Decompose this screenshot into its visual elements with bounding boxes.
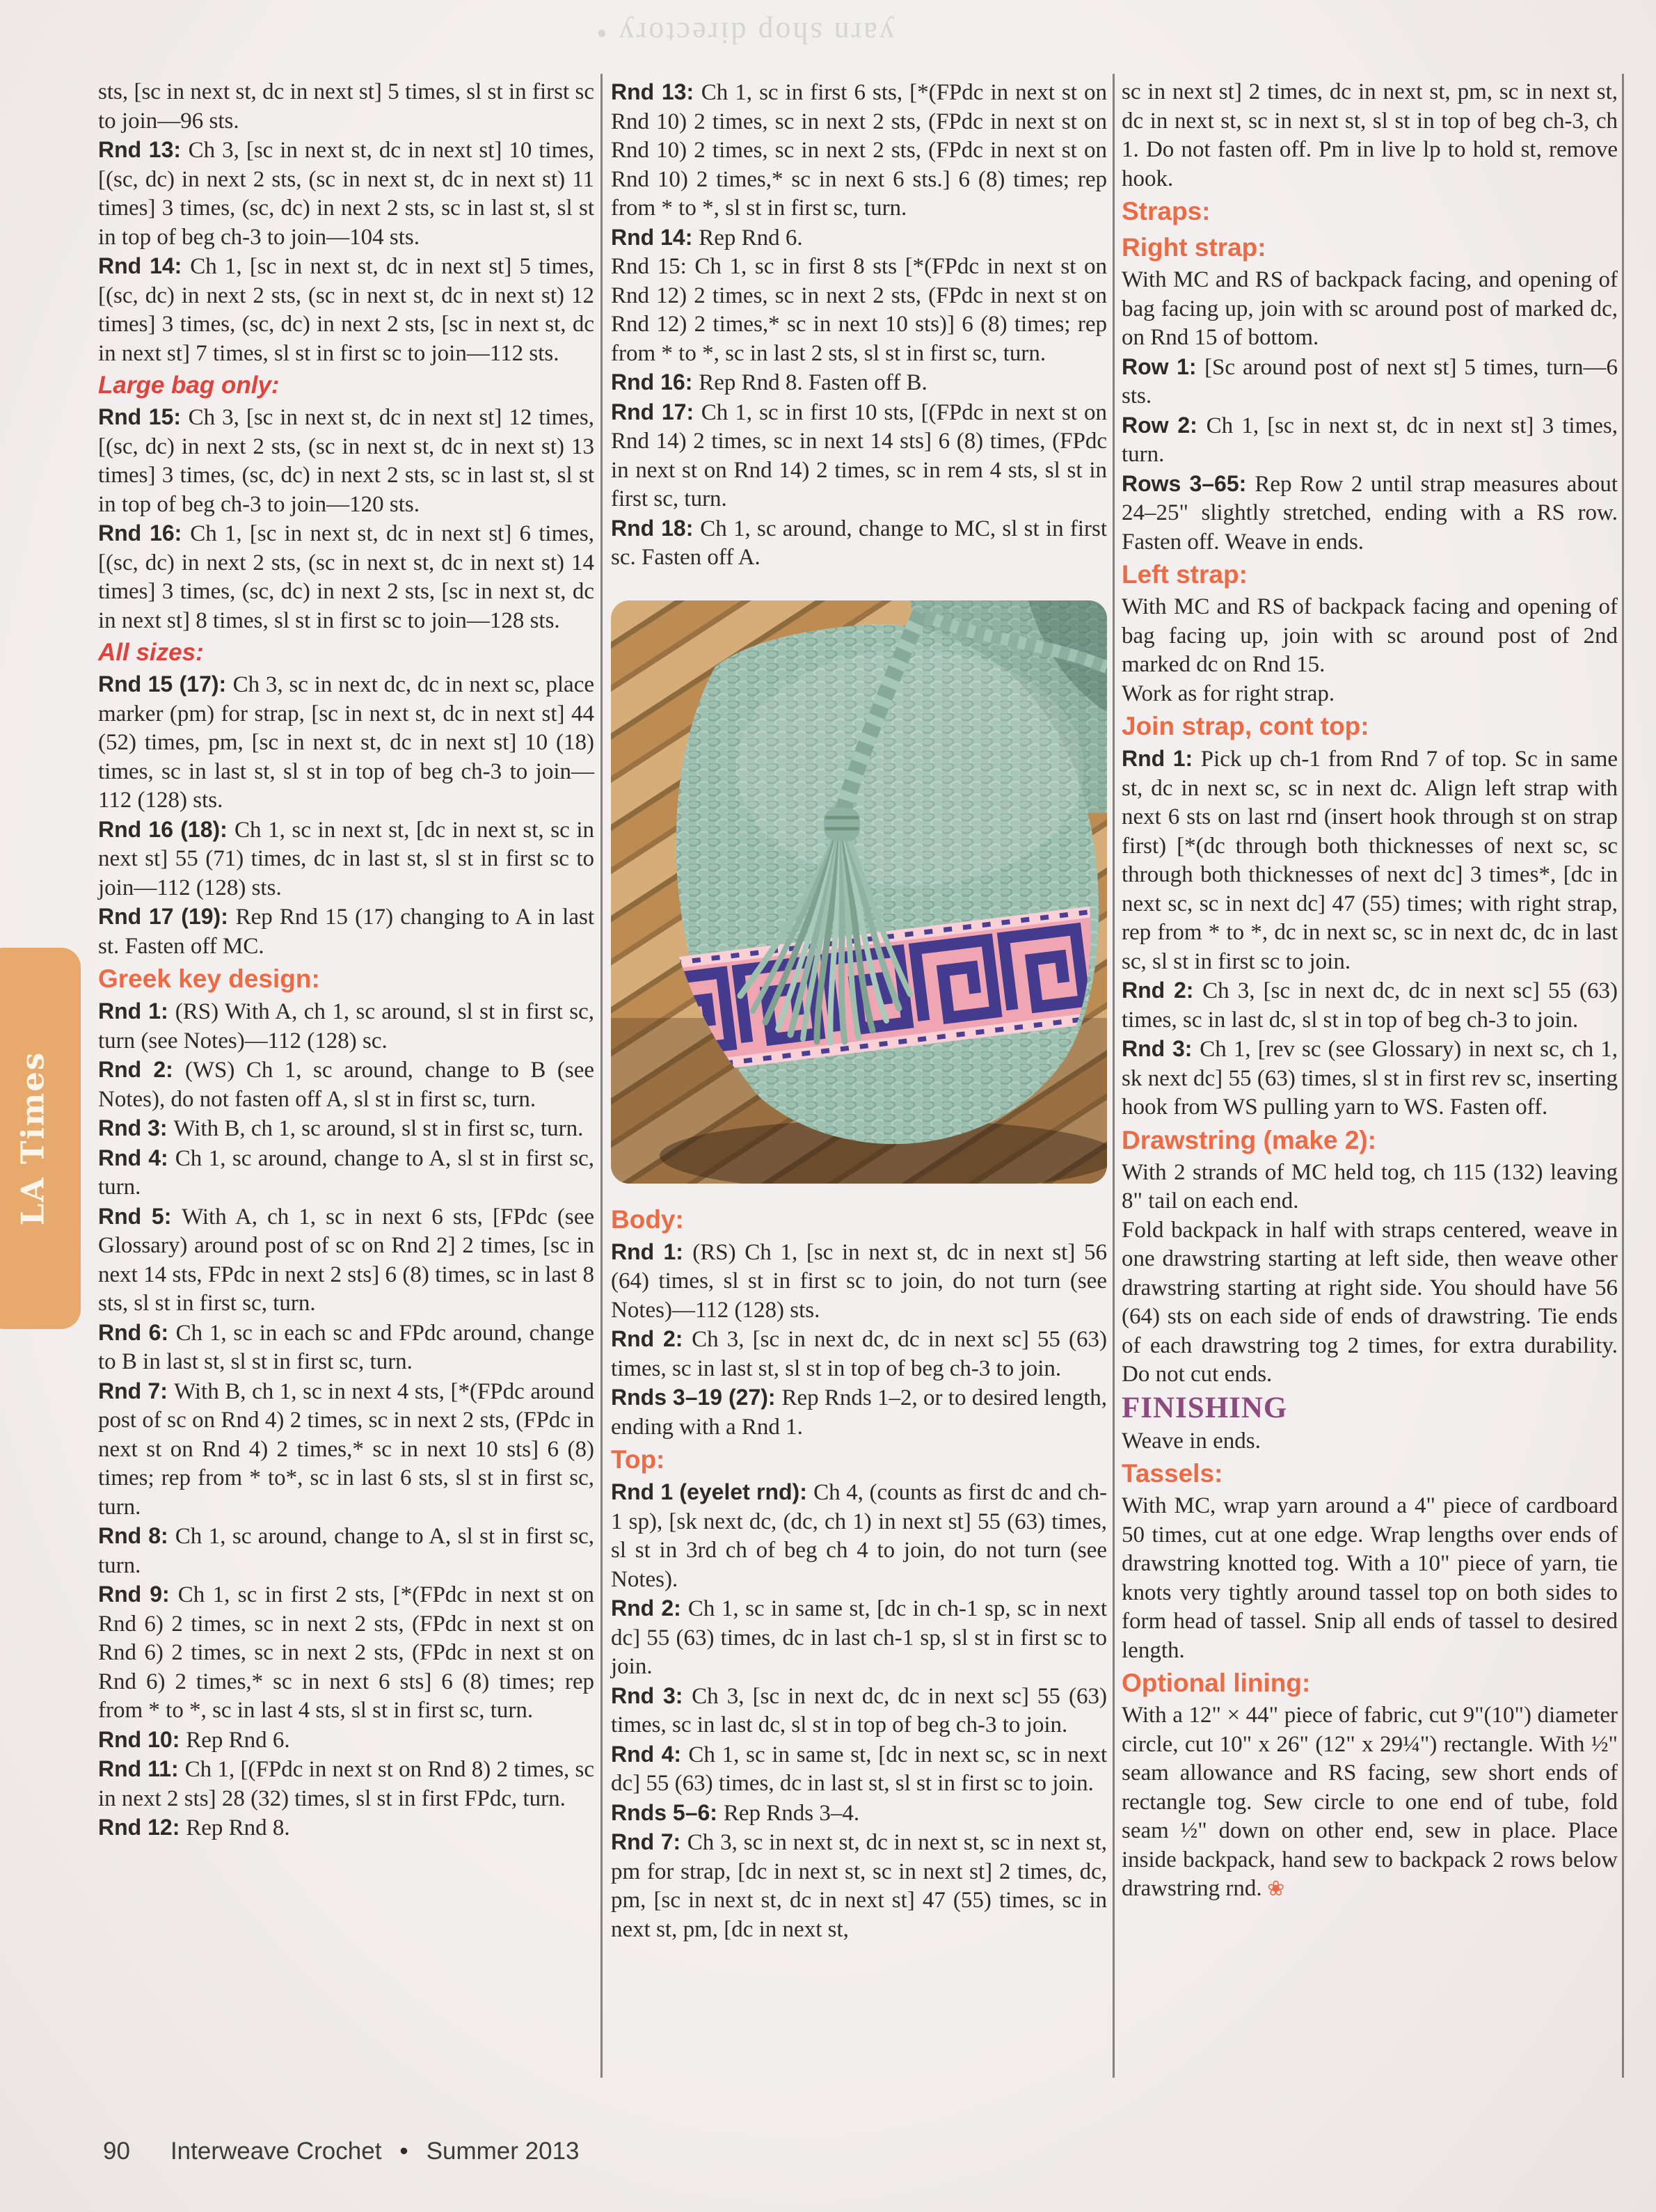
instruction-text: Ch 1, sc in first 6 sts, [*(FPdc in next st on Rnd 10) 2 times, sc in next 2 sts, (FPdc in next st on Rnd 10) 2 times, sc in next 2 sts, (FPdc in next st on Rnd 10) 2 times,* sc in next 6 sts.] 6 (8) times; rep from * to *, sl st in first sc, turn. <box>611 80 1107 221</box>
instruction-text: With B, ch 1, sc around, sl st in first sc, turn. <box>173 1116 584 1141</box>
instruction-text: Ch 1, sc around, change to A, sl st in first sc, turn. <box>98 1524 595 1578</box>
round-label: Rnd 3: <box>1122 1036 1200 1061</box>
instruction-paragraph <box>98 997 594 1056</box>
page-edge-rule <box>1622 74 1624 2078</box>
instruction-text: Ch 1, sc in same st, [dc in next sc, sc in next dc] 55 (63) times, dc in last st, sl st in first sc to join. <box>611 1742 1107 1796</box>
instruction-paragraph <box>611 1594 1107 1682</box>
instruction-text: Ch 3, sc in next st, dc in next st, sc in next st, pm for strap, [dc in next st, sc in next st] 2 times, dc, pm, [sc in next st, dc in next st] 47 (55) times, sc in next st, pm, [dc in next st, <box>611 1830 1108 1942</box>
round-label: Rnd 17 (19): <box>98 904 236 929</box>
instruction-paragraph <box>611 1478 1107 1594</box>
instruction-paragraph <box>1122 1701 1618 1904</box>
round-label: Rnd 12: <box>98 1815 186 1840</box>
column-divider <box>1113 74 1115 2078</box>
instruction-paragraph <box>1122 1216 1618 1390</box>
instruction-paragraph <box>98 1144 594 1202</box>
round-label: Rnd 13: <box>611 79 701 104</box>
instruction-text: With a 12" × 44" piece of fabric, cut 9"(10") diameter circle, cut 10" x 26" (12" x 29¼") rectangle. With ½" seam allowance and RS facing, sew short ends of rectangle tog. Sew circle to one end of tube, fold seam ½" down on other end, sew in place. Place inside backpack, hand sew to backpack 2 rows below drawstring rnd. <box>1122 1703 1618 1901</box>
section-heading: Greek key design: <box>98 964 320 993</box>
instruction-paragraph <box>98 902 594 961</box>
instruction-text: Fold backpack in half with straps centered, weave in one drawstring starting at left side, then weave other drawstring starting at right side. You should have 56 (64) sts on each side of ends of drawstring. Tie ends of each drawstring tog 2 times, for extra durability. Do not cut ends. <box>1122 1217 1618 1387</box>
round-label: Rows 3–65: <box>1122 470 1255 496</box>
round-label: Rnd 16 (18): <box>98 816 235 842</box>
instruction-text: Ch 1, sc in each sc and FPdc around, change to B in last st, sl st in first sc, turn. <box>98 1320 594 1374</box>
instruction-text: Rep Rnd 6. <box>186 1727 290 1753</box>
instruction-text: Ch 1, sc around, change to MC, sl st in first sc. Fasten off A. <box>611 516 1107 570</box>
section-heading: Tassels: <box>1122 1459 1223 1488</box>
instruction-text: With MC and RS of backpack facing and opening of bag facing up, join with sc around post of 2nd marked dc on Rnd 15. <box>1122 594 1618 677</box>
instruction-paragraph <box>98 1726 594 1756</box>
instruction-text: Ch 3, [sc in next dc, dc in next sc] 55 (63) times, sc in last dc, sl st in top of beg ch-3 to join. <box>611 1683 1108 1737</box>
column-middle-bottom <box>611 1202 1107 1945</box>
round-label: Rnd 14: <box>98 253 191 278</box>
instruction-paragraph <box>1122 470 1618 557</box>
column-left <box>98 78 594 1843</box>
round-label: Rnd 14: <box>611 224 699 250</box>
instruction-text: Rep Rnd 8. Fasten off B. <box>699 370 927 395</box>
instruction-text: Ch 3, [sc in next st, dc in next st] 12 times, [(sc, dc) in next 2 sts, (sc in next st, dc in next st) 13 times] 3 times, (sc, dc) in next 2 sts, sc in last st, sl st in top of beg ch-3 to join—120 sts. <box>98 405 595 517</box>
section-heading: Optional lining: <box>1122 1669 1311 1697</box>
instruction-text: Ch 1, sc in same st, [dc in ch-1 sp, sc in next dc] 55 (63) times, dc in last ch-1 sp, sl st in first sc to join. <box>611 1596 1107 1679</box>
instruction-text: Ch 1, sc in first 10 sts, [(FPdc in next st on Rnd 14) 2 times, sc in next 14 sts] 6 (8) times, (FPdc in next st on Rnd 14) 2 times, sc in rem 4 sts, sl st in first sc, turn. <box>611 399 1107 511</box>
instruction-paragraph <box>611 1799 1107 1829</box>
section-heading: All sizes: <box>98 639 204 666</box>
instruction-paragraph <box>98 1202 594 1319</box>
instruction-paragraph <box>98 670 594 815</box>
instruction-text: (RS) With A, ch 1, sc around, sl st in first sc, turn (see Notes)—112 (128) sc. <box>98 999 595 1053</box>
instruction-text: Rnd 15: Ch 1, sc in first 8 sts [*(FPdc in next st on Rnd 12) 2 times, sc in next 2 sts, (FPdc in next st on Rnd 12) 2 times,* sc in next 10 sts)] 6 (8) times; rep from * to *, sc in last 2 sts, sl st in first sc, turn. <box>611 254 1107 366</box>
instruction-text: With 2 strands of MC held tog, ch 115 (132) leaving 8" tail on each end. <box>1122 1159 1618 1214</box>
instruction-paragraph <box>98 1114 594 1144</box>
round-label: Rnd 4: <box>611 1741 689 1767</box>
instruction-paragraph <box>611 1238 1107 1326</box>
instruction-text: Ch 1, [(FPdc in next st on Rnd 8) 2 times, sc in next 2 sts] 28 (32) times, sl st in first FPdc, turn. <box>98 1757 595 1811</box>
instruction-text: Ch 4, (counts as first dc and ch-1 sp), [sk next dc, (dc, ch 1) in next st] 55 (63) times, sl st in 3rd ch of beg ch 4 to join, do not turn (see Notes). <box>611 1480 1107 1592</box>
instruction-text: Rep Rnds 3–4. <box>723 1800 860 1826</box>
instruction-text: With B, ch 1, sc in next 4 sts, [*(FPdc around post of sc on Rnd 4) 2 times, sc in next 2 sts, (FPdc in next st on Rnd 4) 2 times,* sc in next 10 sts] 6 (8) times; rep from * to*, sc in last 6 sts, sl st in first sc, turn. <box>98 1378 594 1520</box>
round-label: Rnd 7: <box>611 1829 687 1854</box>
instruction-paragraph <box>1122 1427 1618 1456</box>
instruction-paragraph <box>98 403 594 519</box>
section-heading: Top: <box>611 1445 665 1474</box>
column-divider <box>600 74 603 2078</box>
instruction-paragraph <box>1122 1035 1618 1122</box>
round-label: Rnd 15: <box>98 404 189 429</box>
footer-separator: • <box>399 2138 408 2165</box>
instruction-paragraph <box>611 78 1107 223</box>
round-label: Rnds 5–6: <box>611 1799 724 1825</box>
round-label: Rnd 1 (eyelet rnd): <box>611 1479 814 1504</box>
instruction-paragraph <box>1122 1492 1618 1665</box>
round-label: Rnd 16: <box>98 520 191 546</box>
round-label: Rnds 3–19 (27): <box>611 1385 782 1410</box>
round-label: Rnd 2: <box>611 1596 688 1621</box>
instruction-text: Rep Rnd 6. <box>699 225 803 250</box>
instruction-text: [Sc around post of next st] 5 times, turn—6 sts. <box>1122 354 1618 408</box>
instruction-text: Ch 1, sc around, change to A, sl st in first sc, turn. <box>98 1145 595 1200</box>
instruction-text: With MC, wrap yarn around a 4" piece of cardboard 50 times, cut at one edge. Wrap lengths over ends of drawstring knotted tog. With a 10" piece of yarn, tie knots very tightly around tassel top on both sides to form head of tassel. Snip all ends of tassel to desired length. <box>1122 1493 1618 1663</box>
instruction-paragraph <box>98 519 594 635</box>
instruction-paragraph <box>611 1682 1107 1740</box>
instruction-text: Work as for right strap. <box>1122 681 1335 706</box>
round-label: Rnd 8: <box>98 1523 175 1548</box>
instruction-text: Ch 1, sc in first 2 sts, [*(FPdc in next st on Rnd 6) 2 times, sc in next 2 sts, (FPdc in next st on Rnd 6) 2 times, sc in next 2 sts, (FPdc in next st on Rnd 6) 2 times,* sc in next 6 sts] 6 (8) times; rep from * to *, sc in last 4 sts, sl st in first sc, turn. <box>98 1582 594 1723</box>
issue-name: Summer 2013 <box>426 2138 580 2165</box>
round-label: Rnd 17: <box>611 399 701 424</box>
instruction-paragraph <box>1122 1159 1618 1216</box>
round-label: Rnd 13: <box>98 137 189 162</box>
instruction-text: Ch 1, [sc in next st, dc in next st] 6 times, [(sc, dc) in next 2 sts, (sc in next st, dc in next st) 14 times] 3 times, (sc, dc) in next 2 sts, [sc in next st, dc in next st] 8 times, sl st in first sc to join—128 sts. <box>98 521 595 633</box>
round-label: Rnd 11: <box>98 1756 185 1781</box>
section-heading: Right strap: <box>1122 233 1266 262</box>
instruction-text: Ch 1, [sc in next st, dc in next st] 3 times, turn. <box>1122 413 1618 467</box>
reverse-page-ghost-text: yarn shop directory • <box>594 16 895 50</box>
section-heading: Large bag only: <box>98 372 280 399</box>
round-label: Rnd 1: <box>98 998 175 1024</box>
instruction-text: Rep Row 2 until strap measures about 24–25" slightly stretched, ending with a RS row. Fasten off. Weave in ends. <box>1122 471 1618 555</box>
section-heading: Drawstring (make 2): <box>1122 1125 1376 1154</box>
round-label: Rnd 4: <box>98 1145 175 1170</box>
round-label: Rnd 10: <box>98 1726 186 1752</box>
round-label: Rnd 2: <box>1122 978 1203 1003</box>
round-label: Rnd 1: <box>611 1239 693 1264</box>
round-label: Rnd 3: <box>611 1682 692 1708</box>
instruction-paragraph <box>98 1813 594 1843</box>
instruction-paragraph <box>1122 593 1618 680</box>
round-label: Rnd 18: <box>611 515 701 541</box>
instruction-paragraph <box>611 1740 1107 1799</box>
round-label: Rnd 6: <box>98 1319 176 1345</box>
column-right <box>1122 78 1618 1904</box>
round-label: Row 2: <box>1122 412 1207 438</box>
instruction-text: Rep Rnd 15 (17) changing to A in last st. Fasten off MC. <box>98 905 594 959</box>
instruction-text: Ch 1, [rev sc (see Glossary) in next sc, ch 1, sk next dc] 55 (63) times, sl st in first rev sc, inserting hook from WS pulling yarn to WS. Fasten off. <box>1122 1037 1618 1120</box>
instruction-paragraph <box>98 1056 594 1114</box>
instruction-paragraph <box>611 223 1107 253</box>
instruction-text: Rep Rnd 8. <box>186 1815 290 1840</box>
instruction-text: sc in next st] 2 times, dc in next st, pm, sc in next st, dc in next st, sc in next st, sl st in top of beg ch-3, ch 1. Do not fasten off. Pm in live lp to hold st, remove hook. <box>1122 79 1618 191</box>
instruction-paragraph <box>98 1522 594 1580</box>
instruction-text: With A, ch 1, sc in next 6 sts, [FPdc (see Glossary) around post of sc on Rnd 2] 2 times, [sc in next 14 sts, FPdc in next 2 sts] 6 (8) times, sc in last 8 sts, sl st in first sc, turn. <box>98 1204 594 1316</box>
end-of-pattern-icon: ❀ <box>1261 1877 1285 1900</box>
instruction-paragraph <box>98 78 594 136</box>
instruction-text: sts, [sc in next st, dc in next st] 5 times, sl st in first sc to join—96 sts. <box>98 79 594 134</box>
instruction-paragraph <box>611 1383 1107 1442</box>
instruction-paragraph <box>1122 266 1618 353</box>
instruction-paragraph <box>98 1580 594 1726</box>
instruction-paragraph <box>1122 976 1618 1035</box>
section-heading: Straps: <box>1122 197 1211 225</box>
instruction-paragraph <box>1122 680 1618 709</box>
round-label: Rnd 3: <box>98 1115 174 1140</box>
side-tab-label: LA Times <box>14 1051 51 1226</box>
round-label: Rnd 2: <box>98 1057 185 1082</box>
instruction-text: With MC and RS of backpack facing, and opening of bag facing up, join with sc around post of marked dc, on Rnd 15 of bottom. <box>1122 267 1618 350</box>
instruction-text: Ch 3, [sc in next st, dc in next st] 10 times, [(sc, dc) in next 2 sts, (sc in next st, dc in next st) 11 times] 3 times, (sc, dc) in next 2 sts, sc in last st, sl st in top of beg ch-3 to join—104 sts. <box>98 138 595 250</box>
instruction-paragraph <box>1122 78 1618 193</box>
instruction-paragraph <box>1122 745 1618 976</box>
instruction-text: Ch 1, sc in next st, [dc in next st, sc in next st] 55 (71) times, dc in last st, sl st in first sc to join—112 (128) sts. <box>98 817 595 900</box>
instruction-text: Ch 3, [sc in next dc, dc in next sc] 55 (63) times, sc in last st, sl st in top of beg ch-3 to join. <box>611 1327 1108 1381</box>
round-label: Row 1: <box>1122 353 1205 379</box>
magazine-title: Interweave Crochet <box>170 2138 382 2165</box>
backpack-photo <box>611 600 1107 1184</box>
instruction-paragraph <box>611 368 1107 398</box>
section-heading: Body: <box>611 1204 684 1234</box>
section-heading: FINISHING <box>1122 1391 1288 1424</box>
instruction-text: Ch 3, sc in next dc, dc in next sc, place marker (pm) for strap, [sc in next st, dc in next st] 44 (52) times, pm, [sc in next st, dc in next st] 10 (18) times, sc in last st, sl st in top of beg ch-3 to join—112 (128) sts. <box>98 672 594 813</box>
round-label: Rnd 15 (17): <box>98 671 233 697</box>
side-tab <box>0 948 81 1329</box>
instruction-paragraph <box>611 1325 1107 1383</box>
instruction-text: Weave in ends. <box>1122 1428 1261 1454</box>
round-label: Rnd 1: <box>1122 746 1201 771</box>
page-footer <box>103 2138 580 2165</box>
instruction-paragraph <box>98 1377 594 1522</box>
instruction-text: Ch 1, [sc in next st, dc in next st] 5 times, [(sc, dc) in next 2 sts, (sc in next st, dc in next st) 12 times] 3 times, (sc, dc) in next 2 sts, [sc in next st, dc in next st] 7 times, sl st in first sc to join—112 sts. <box>98 254 595 366</box>
instruction-text: Rep Rnds 1–2, or to desired length, ending with a Rnd 1. <box>611 1385 1107 1440</box>
round-label: Rnd 9: <box>98 1582 178 1607</box>
instruction-paragraph <box>98 1755 594 1813</box>
page-number: 90 <box>103 2138 130 2165</box>
instruction-paragraph <box>1122 353 1618 411</box>
instruction-paragraph <box>611 253 1107 368</box>
round-label: Rnd 16: <box>611 369 699 395</box>
instruction-paragraph <box>98 136 594 252</box>
instruction-text: Ch 3, [sc in next dc, dc in next sc] 55 (63) times, sc in last dc, sl st in top of beg ch-3 to join. <box>1122 978 1618 1033</box>
section-heading: Left strap: <box>1122 560 1248 589</box>
section-heading: Join strap, cont top: <box>1122 712 1369 740</box>
instruction-paragraph <box>98 252 594 368</box>
instruction-paragraph <box>611 514 1107 573</box>
instruction-text: (WS) Ch 1, sc around, change to B (see Notes), do not fasten off A, sl st in first sc, turn. <box>98 1058 594 1112</box>
instruction-text: (RS) Ch 1, [sc in next st, dc in next st] 56 (64) times, sl st in first sc to join, do not turn (see Notes)—112 (128) sts. <box>611 1239 1107 1323</box>
instruction-text: Pick up ch-1 from Rnd 7 of top. Sc in same st, dc in next sc, sc in next dc. Align left strap with next 6 sts on last rnd (insert hook through st on strap first) [*(dc through both thicknesses of next sc, sc through both thicknesses of next dc] 3 times*, [dc in next sc, sc in next dc] 47 (55) times; with right strap, rep from * to *, dc in next sc, sc in next dc, dc in last sc, sl st in first sc to join. <box>1122 747 1618 974</box>
column-middle <box>611 78 1107 1944</box>
round-label: Rnd 7: <box>98 1378 175 1403</box>
instruction-paragraph <box>1122 411 1618 470</box>
instruction-paragraph <box>98 1319 594 1377</box>
instruction-paragraph <box>611 398 1107 514</box>
instruction-paragraph <box>98 815 594 903</box>
instruction-paragraph <box>611 1828 1107 1944</box>
round-label: Rnd 2: <box>611 1326 692 1351</box>
column-middle-top <box>611 78 1107 573</box>
round-label: Rnd 5: <box>98 1203 182 1229</box>
